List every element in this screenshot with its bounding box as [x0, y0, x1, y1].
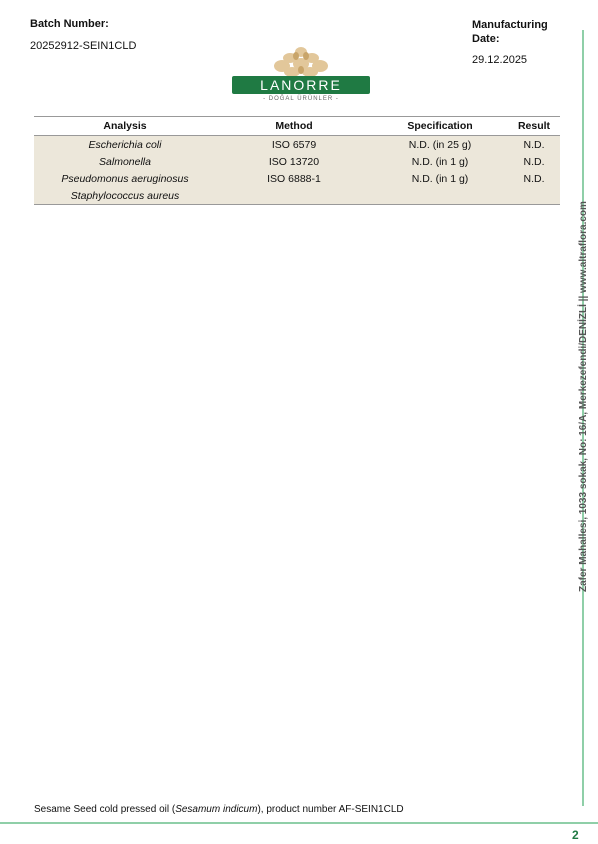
bottom-divider	[0, 822, 598, 824]
lanorre-logo	[230, 44, 372, 108]
specification-cell: N.D. (in 1 g)	[372, 170, 508, 187]
result-cell: N.D.	[508, 136, 560, 154]
result-cell	[508, 187, 560, 205]
species-name: Sesamum indicum	[175, 804, 258, 815]
product-description-end: ), product number AF-SEIN1CLD	[257, 804, 404, 815]
product-description	[34, 804, 404, 815]
analysis-table	[34, 116, 560, 205]
page-number: 2	[572, 828, 579, 842]
analysis-cell: Staphylococcus aureus	[34, 187, 216, 205]
table-header-row	[34, 117, 560, 136]
method-cell	[216, 187, 372, 205]
table-row	[34, 187, 560, 205]
logo-tagline: - DOĞAL ÜRÜNLER -	[263, 96, 339, 102]
manufacturing-date-value: 29.12.2025	[472, 54, 528, 66]
table-row	[34, 136, 560, 154]
result-cell: N.D.	[508, 153, 560, 170]
batch-number-value: 20252912-SEIN1CLD	[30, 40, 137, 52]
method-cell: ISO 6579	[216, 136, 372, 154]
method-cell: ISO 13720	[216, 153, 372, 170]
header-method: Method	[216, 117, 372, 136]
method-cell: ISO 6888-1	[216, 170, 372, 187]
table-row	[34, 153, 560, 170]
header-analysis: Analysis	[34, 117, 216, 136]
specification-cell: N.D. (in 25 g)	[372, 136, 508, 154]
product-description-start: Sesame Seed cold pressed oil (	[34, 804, 176, 815]
analysis-cell: Pseudomonus aeruginosus	[34, 170, 216, 187]
batch-number-label: Batch Number:	[30, 18, 109, 30]
analysis-cell: Escherichia coli	[34, 136, 216, 154]
analysis-cell: Salmonella	[34, 153, 216, 170]
side-address-text: Zafer Mahallesi, 1033 sokak, No: 16/A, Merkezefendi/DENİZLİ || www.altraflora.com	[578, 201, 589, 592]
logo-wordmark: LANORRE	[232, 76, 370, 94]
table-row	[34, 170, 560, 187]
specification-cell: N.D. (in 1 g)	[372, 153, 508, 170]
manufacturing-date-label: Manufacturing Date:	[472, 19, 548, 45]
header-specification: Specification	[372, 117, 508, 136]
wheat-icon	[230, 44, 372, 78]
specification-cell	[372, 187, 508, 205]
result-cell: N.D.	[508, 170, 560, 187]
header-result: Result	[508, 117, 560, 136]
